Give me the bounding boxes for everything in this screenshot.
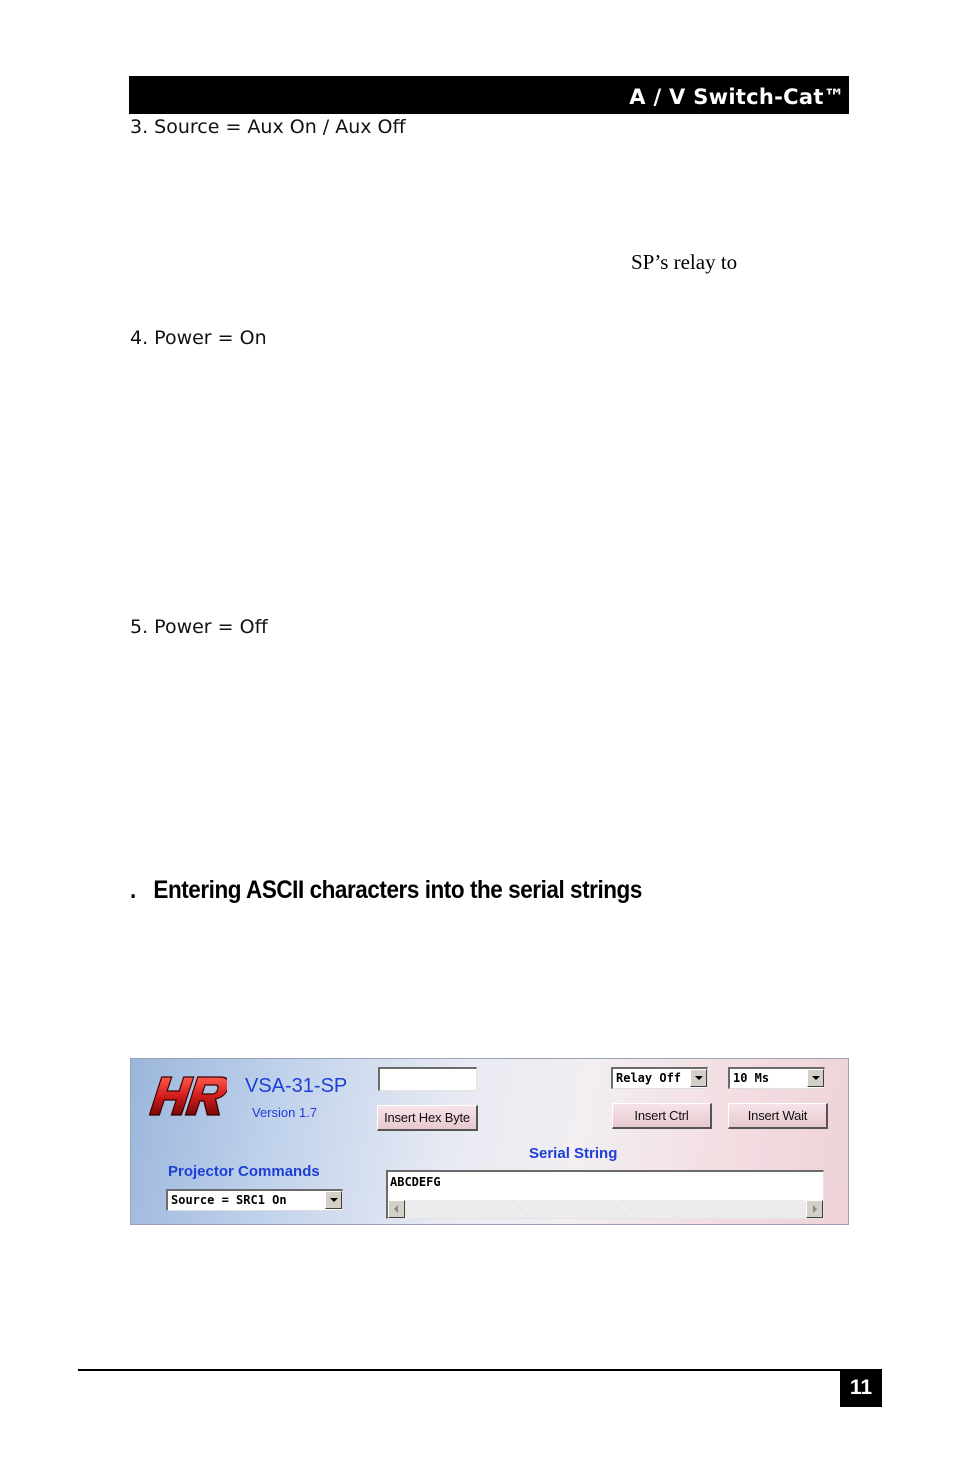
- footer-rule: [78, 1369, 882, 1371]
- item-heading-power-on: 4. Power = On: [130, 327, 267, 349]
- chevron-down-icon[interactable]: [807, 1069, 824, 1087]
- page-number: 11: [849, 1376, 873, 1399]
- serial-string-value: ABCDEFG: [390, 1175, 441, 1189]
- app-version: Version 1.7: [252, 1105, 318, 1120]
- insert-ctrl-button[interactable]: Insert Ctrl: [612, 1103, 712, 1129]
- wait-select-value: 10 Ms: [733, 1071, 770, 1085]
- item-heading-source-aux: 3. Source = Aux On / Aux Off: [130, 116, 406, 138]
- section-title: Entering ASCII characters into the serial strings: [153, 876, 642, 904]
- hr-logo-icon: [149, 1073, 227, 1119]
- wait-select[interactable]: [728, 1067, 825, 1089]
- scroll-right-icon[interactable]: [806, 1200, 823, 1218]
- chevron-down-icon[interactable]: [325, 1191, 342, 1209]
- hex-byte-input[interactable]: [378, 1067, 477, 1091]
- scroll-left-icon[interactable]: [388, 1200, 405, 1218]
- projector-command-select[interactable]: [166, 1189, 343, 1211]
- relay-select[interactable]: [611, 1067, 708, 1089]
- projector-command-value: Source = SRC1 On: [171, 1193, 287, 1207]
- insert-wait-button[interactable]: Insert Wait: [728, 1103, 828, 1129]
- chevron-down-icon[interactable]: [690, 1069, 707, 1087]
- header-bar: [129, 76, 849, 114]
- section-heading: [130, 876, 642, 905]
- item-heading-power-off: 5. Power = Off: [130, 616, 268, 638]
- serial-string-field[interactable]: [386, 1170, 824, 1219]
- vsa-app-window: [130, 1058, 849, 1225]
- app-name: VSA-31-SP: [245, 1075, 348, 1097]
- serial-string-label: Serial String: [529, 1145, 618, 1162]
- insert-hex-byte-button[interactable]: Insert Hex Byte: [377, 1105, 478, 1131]
- section-number: .: [130, 876, 136, 904]
- relay-select-value: Relay Off: [616, 1071, 682, 1085]
- horizontal-scrollbar[interactable]: [388, 1200, 823, 1218]
- page-number-box: [840, 1371, 882, 1407]
- relay-text-fragment: SP’s relay to: [631, 250, 738, 274]
- header-title: A / V Switch-Cat™: [629, 85, 845, 109]
- projector-commands-label: Projector Commands: [168, 1163, 320, 1180]
